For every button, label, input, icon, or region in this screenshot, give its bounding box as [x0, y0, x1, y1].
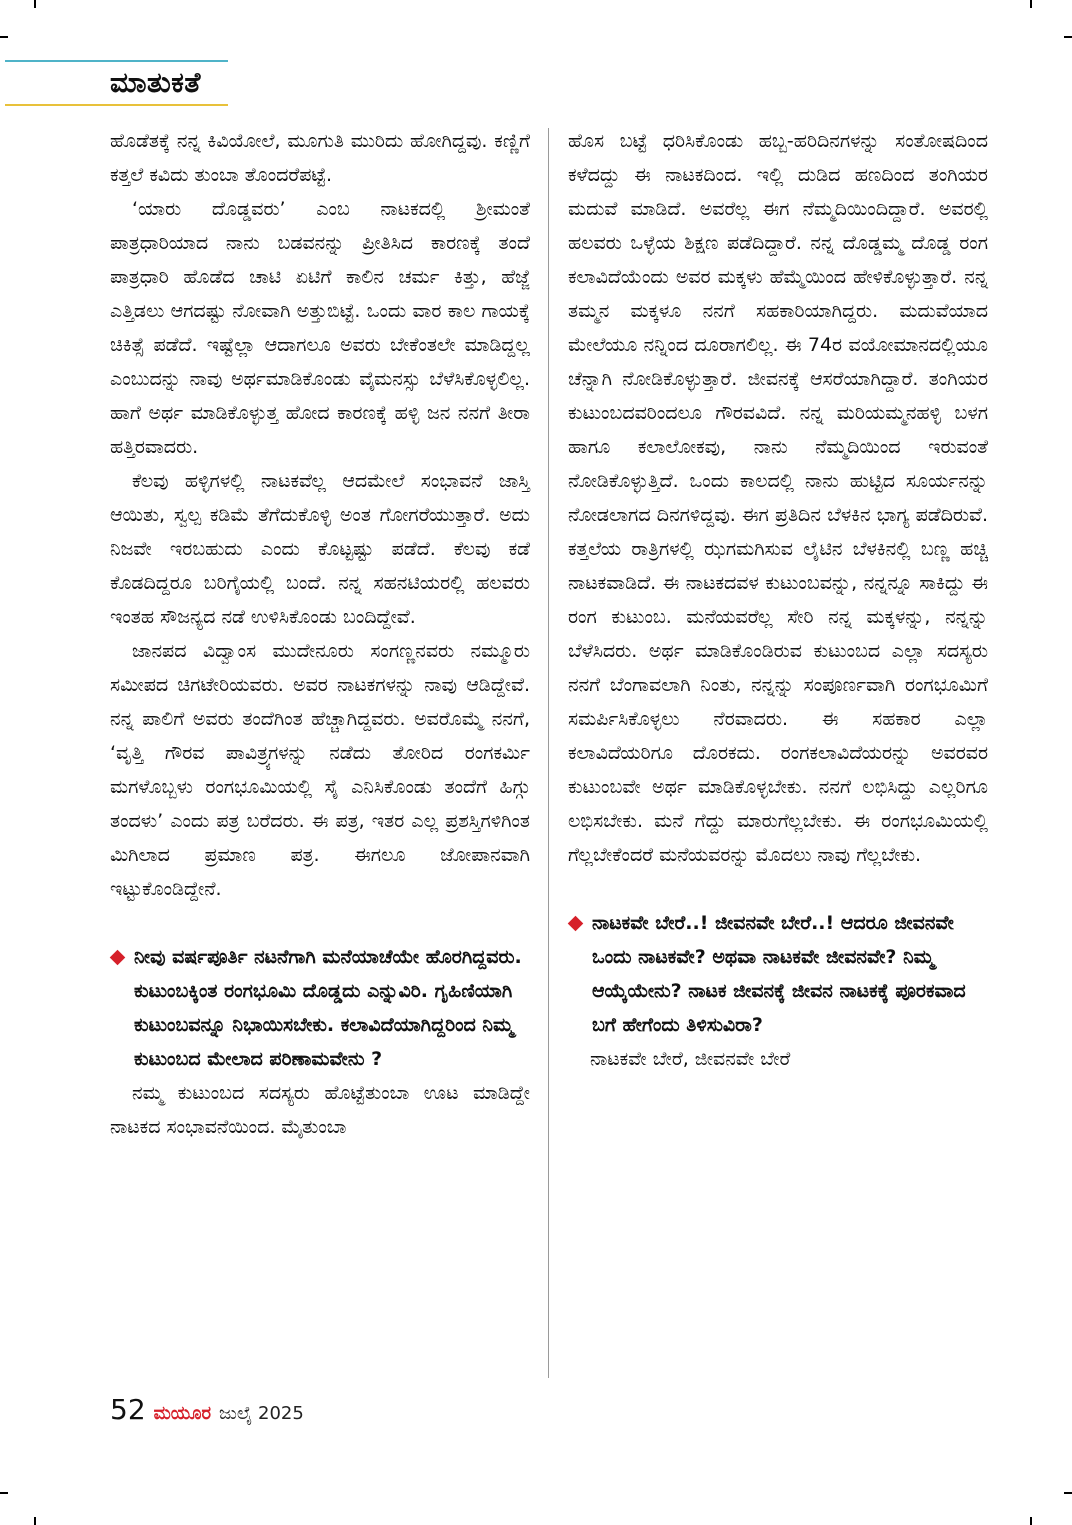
crop-mark — [0, 36, 8, 38]
right-column — [568, 124, 988, 1076]
article-paragraph: ಜಾನಪದ ವಿದ್ವಾಂಸ ಮುದೇನೂರು ಸಂಗಣ್ಣನವರು ನಮ್ಮೂರು ಸಮೀಪದ ಚಿಗಟೇರಿಯವರು. ಅವರ ನಾಟಕಗಳನ್ನು ನಾವು ಆಡಿದ್ದೇವೆ. ನನ್ನ ಪಾಲಿಗೆ ಅವರು ತಂದೆಗಿಂತ ಹೆಚ್ಚಾಗಿದ್ದವರು. ಅವರೊಮ್ಮೆ ನನಗೆ, ‘ವೃತ್ತಿ ಗೌರವ ಪಾವಿತ್ರ್ಯಗಳನ್ನು ನಡೆದು ತೋರಿದ ರಂಗಕರ್ಮಿ ಮಗಳೊಬ್ಬಳು ರಂಗಭೂಮಿಯಲ್ಲಿ ಸೈ ಎನಿಸಿಕೊಂಡು ತಂದೆಗೆ ಹಿಗ್ಗು ತಂದಳು’ ಎಂದು ಪತ್ರ ಬರೆದರು. ಈ ಪತ್ರ, ಇತರ ಎಲ್ಲ ಪ್ರಶಸ್ತಿಗಳಿಗಿಂತ ಮಿಗಿಲಾದ ಪ್ರಮಾಣ ಪತ್ರ. ಈಗಲೂ ಜೋಪಾನವಾಗಿ ಇಟ್ಟುಕೊಂಡಿದ್ದೇನೆ. — [110, 640, 530, 900]
section-title: ಮಾತುಕತೆ — [110, 66, 201, 99]
interview-question — [568, 906, 988, 1042]
crop-mark — [1030, 0, 1032, 8]
page-number: 52 — [110, 1393, 146, 1426]
column-divider — [548, 128, 549, 1378]
crop-mark — [34, 0, 36, 8]
crop-mark — [34, 1517, 36, 1525]
question-text: ನೀವು ವರ್ಷಪೂರ್ತಿ ನಟನೆಗಾಗಿ ಮನೆಯಾಚೆಯೇ ಹೊರಗಿದ್ದವರು. ಕುಟುಂಬಕ್ಕಿಂತ ರಂಗಭೂಮಿ ದೊಡ್ಡದು ಎನ್ನುವಿರಿ. ಗೃಹಿಣಿಯಾಗಿ ಕುಟುಂಬವನ್ನೂ ನಿಭಾಯಿಸಬೇಕು. ಕಲಾವಿದೆಯಾಗಿದ್ದರಿಂದ ನಿಮ್ಮ ಕುಟುಂಬದ ಮೇಲಾದ ಪರಿಣಾಮವೇನು ? — [134, 946, 522, 1070]
article-paragraph: ಹೊಡೆತಕ್ಕೆ ನನ್ನ ಕಿವಿಯೋಲೆ, ಮೂಗುತಿ ಮುರಿದು ಹೋಗಿದ್ದವು. ಕಣ್ಣಿಗೆ ಕತ್ತಲೆ ಕವಿದು ತುಂಬಾ ತೊಂದರೆಪಟ್ಟೆ. — [110, 130, 530, 186]
crop-mark — [0, 1492, 8, 1494]
answer-paragraph: ನಾಟಕವೇ ಬೇರೆ, ಜೀವನವೇ ಬೇರೆ — [590, 1048, 791, 1070]
article-paragraph: ‘ಯಾರು ದೊಡ್ಡವರು’ ಎಂಬ ನಾಟಕದಲ್ಲಿ ಶ್ರೀಮಂತೆ ಪಾತ್ರಧಾರಿಯಾದ ನಾನು ಬಡವನನ್ನು ಪ್ರೀತಿಸಿದ ಕಾರಣಕ್ಕೆ ತಂದೆ ಪಾತ್ರಧಾರಿ ಹೊಡೆದ ಚಾಟಿ ಏಟಿಗೆ ಕಾಲಿನ ಚರ್ಮ ಕಿತ್ತು, ಹೆಜ್ಜೆ ಎತ್ತಿಡಲು ಆಗದಷ್ಟು ನೋವಾಗಿ ಅತ್ತುಬಿಟ್ಟೆ. ಒಂದು ವಾರ ಕಾಲ ಗಾಯಕ್ಕೆ ಚಿಕಿತ್ಸೆ ಪಡೆದೆ. ಇಷ್ಟೆಲ್ಲಾ ಆದಾಗಲೂ ಅವರು ಬೇಕೆಂತಲೇ ಮಾಡಿದ್ದಲ್ಲ ಎಂಬುದನ್ನು ನಾವು ಅರ್ಥಮಾಡಿಕೊಂಡು ವೈಮನಸ್ಸು ಬೆಳೆಸಿಕೊಳ್ಳಲಿಲ್ಲ. ಹಾಗೆ ಅರ್ಥ ಮಾಡಿಕೊಳ್ಳುತ್ತ ಹೋದ ಕಾರಣಕ್ಕೆ ಹಳ್ಳಿ ಜನ ನನಗೆ ತೀರಾ ಹತ್ತಿರವಾದರು. — [110, 198, 530, 458]
article-paragraph: ಹೊಸ ಬಟ್ಟೆ ಧರಿಸಿಕೊಂಡು ಹಬ್ಬ-ಹರಿದಿನಗಳನ್ನು ಸಂತೋಷದಿಂದ ಕಳೆದದ್ದು ಈ ನಾಟಕದಿಂದ. ಇಲ್ಲಿ ದುಡಿದ ಹಣದಿಂದ ತಂಗಿಯರ ಮದುವೆ ಮಾಡಿದೆ. ಅವರೆಲ್ಲ ಈಗ ನೆಮ್ಮದಿಯಿಂದಿದ್ದಾರೆ. ಅವರಲ್ಲಿ ಹಲವರು ಒಳ್ಳೆಯ ಶಿಕ್ಷಣ ಪಡೆದಿದ್ದಾರೆ. ನನ್ನ ದೊಡ್ಡಮ್ಮ ದೊಡ್ಡ ರಂಗ ಕಲಾವಿದೆಯೆಂದು ಅವರ ಮಕ್ಕಳು ಹೆಮ್ಮೆಯಿಂದ ಹೇಳಿಕೊಳ್ಳುತ್ತಾರೆ. ನನ್ನ ತಮ್ಮನ ಮಕ್ಕಳೂ ನನಗೆ ಸಹಕಾರಿಯಾಗಿದ್ದರು. ಮದುವೆಯಾದ ಮೇಲೆಯೂ ನನ್ನಿಂದ ದೂರಾಗಲಿಲ್ಲ. ಈ 74ರ ವಯೋಮಾನದಲ್ಲಿಯೂ ಚೆನ್ನಾಗಿ ನೋಡಿಕೊಳ್ಳುತ್ತಾರೆ. ಜೀವನಕ್ಕೆ ಆಸರೆಯಾಗಿದ್ದಾರೆ. ತಂಗಿಯರ ಕುಟುಂಬದವರಿಂದಲೂ ಗೌರವವಿದೆ. ನನ್ನ ಮರಿಯಮ್ಮನಹಳ್ಳಿ ಬಳಗ ಹಾಗೂ ಕಲಾಲೋಕವು, ನಾನು ನೆಮ್ಮದಿಯಿಂದ ಇರುವಂತೆ ನೋಡಿಕೊಳ್ಳುತ್ತಿದೆ. ಒಂದು ಕಾಲದಲ್ಲಿ ನಾನು ಹುಟ್ಟಿದ ಸೂರ್ಯನನ್ನು ನೋಡಲಾಗದ ದಿನಗಳಿದ್ದವು. ಈಗ ಪ್ರತಿದಿನ ಬೆಳಕಿನ ಭಾಗ್ಯ ಪಡೆದಿರುವೆ. ಕತ್ತಲೆಯ ರಾತ್ರಿಗಳಲ್ಲಿ ಝಗಮಗಿಸುವ ಲೈಟಿನ ಬೆಳಕಿನಲ್ಲಿ ಬಣ್ಣ ಹಚ್ಚಿ ನಾಟಕವಾಡಿದೆ. ಈ ನಾಟಕದವಳ ಕುಟುಂಬವನ್ನು, ನನ್ನನ್ನೂ ಸಾಕಿದ್ದು ಈ ರಂಗ ಕುಟುಂಬ. ಮನೆಯವರೆಲ್ಲ ಸೇರಿ ನನ್ನ ಮಕ್ಕಳನ್ನು, ನನ್ನನ್ನು ಬೆಳೆಸಿದರು. ಅರ್ಥ ಮಾಡಿಕೊಂಡಿರುವ ಕುಟುಂಬದ ಎಲ್ಲಾ ಸದಸ್ಯರು ನನಗೆ ಬೆಂಗಾವಲಾಗಿ ನಿಂತು, ನನ್ನನ್ನು ಸಂಪೂರ್ಣವಾಗಿ ರಂಗಭೂಮಿಗೆ ಸಮರ್ಪಿಸಿಕೊಳ್ಳಲು ನೆರವಾದರು. ಈ ಸಹಕಾರ ಎಲ್ಲಾ ಕಲಾವಿದೆಯರಿಗೂ ದೊರಕದು. ರಂಗಕಲಾವಿದೆಯರನ್ನು ಅವರವರ ಕುಟುಂಬವೇ ಅರ್ಥ ಮಾಡಿಕೊಳ್ಳಬೇಕು. ನನಗೆ ಲಭಿಸಿದ್ದು ಎಲ್ಲರಿಗೂ ಲಭಿಸಬೇಕು. ಮನೆ ಗೆದ್ದು ಮಾರುಗೆಲ್ಲಬೇಕು. ಈ ರಂಗಭೂಮಿಯಲ್ಲಿ ಗೆಲ್ಲಬೇಕೆಂದರೆ ಮನೆಯವರನ್ನು ಮೊದಲು ನಾವು ಗೆಲ್ಲಬೇಕು. — [568, 130, 988, 866]
magazine-logo: ಮಯೂರ — [153, 1403, 212, 1424]
issue-date: ಜುಲೈ 2025 — [219, 1403, 304, 1424]
article-paragraph: ಕೆಲವು ಹಳ್ಳಿಗಳಲ್ಲಿ ನಾಟಕವೆಲ್ಲ ಆದಮೇಲೆ ಸಂಭಾವನೆ ಜಾಸ್ತಿ ಆಯಿತು, ಸ್ವಲ್ಪ ಕಡಿಮೆ ತೆಗೆದುಕೊಳ್ಳಿ ಅಂತ ಗೋಗರೆಯುತ್ತಾರೆ. ಅದು ನಿಜವೇ ಇರಬಹುದು ಎಂದು ಕೊಟ್ಟಷ್ಟು ಪಡೆದೆ. ಕೆಲವು ಕಡೆ ಕೊಡದಿದ್ದರೂ ಬರಿಗೈಯಲ್ಲಿ ಬಂದೆ. ನನ್ನ ಸಹನಟಿಯರಲ್ಲಿ ಹಲವರು ಇಂತಹ ಸೌಜನ್ಯದ ನಡೆ ಉಳಿಸಿಕೊಂಡು ಬಂದಿದ್ದೇವೆ. — [110, 470, 530, 628]
left-column — [110, 124, 530, 1144]
crop-mark — [1064, 1492, 1072, 1494]
header-rule-bottom — [5, 104, 228, 106]
crop-mark — [1064, 36, 1072, 38]
diamond-bullet-icon — [110, 950, 126, 966]
header-rule-top — [5, 60, 228, 62]
diamond-bullet-icon — [568, 916, 584, 932]
question-text: ನಾಟಕವೇ ಬೇರೆ..! ಜೀವನವೇ ಬೇರೆ..! ಆದರೂ ಜೀವನವೇ ಒಂದು ನಾಟಕವೇ? ಅಥವಾ ನಾಟಕವೇ ಜೀವನವೇ? ನಿಮ್ಮ ಆಯ್ಕೆಯೇನು? ನಾಟಕ ಜೀವನಕ್ಕೆ ಜೀವನ ನಾಟಕಕ್ಕೆ ಪೂರಕವಾದ ಬಗೆ ಹೇಗೆಂದು ತಿಳಿಸುವಿರಾ? — [592, 912, 966, 1036]
crop-mark — [1030, 1517, 1032, 1525]
page-footer — [110, 1393, 304, 1426]
interview-question — [110, 940, 530, 1076]
answer-paragraph: ನಮ್ಮ ಕುಟುಂಬದ ಸದಸ್ಯರು ಹೊಟ್ಟೆತುಂಬಾ ಊಟ ಮಾಡಿದ್ದೇ ನಾಟಕದ ಸಂಭಾವನೆಯಿಂದ. ಮೈತುಂಬಾ — [110, 1082, 530, 1138]
